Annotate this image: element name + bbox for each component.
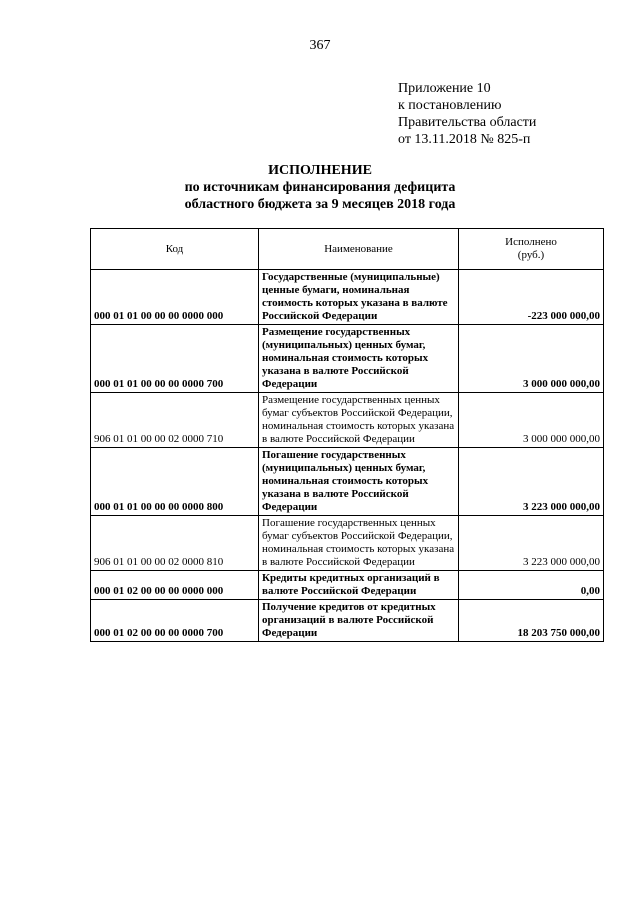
appendix-line: к постановлению — [398, 98, 502, 113]
table-row — [91, 600, 604, 642]
header-amount-line: Исполнено — [505, 236, 557, 248]
row-amount: 3 223 000 000,00 — [459, 516, 604, 571]
header-code: Код — [91, 229, 259, 270]
row-amount: 3 000 000 000,00 — [459, 325, 604, 393]
row-amount: -223 000 000,00 — [459, 270, 604, 325]
row-name: Кредиты кредитных организаций в валюте Российской Федерации — [259, 571, 459, 600]
row-amount: 18 203 750 000,00 — [459, 600, 604, 642]
row-name: Размещение государственных (муниципальных) ценных бумаг, номинальная стоимость которых указана в валюте Российской Федерации — [259, 325, 459, 393]
row-code: 000 01 01 00 00 00 0000 800 — [91, 448, 259, 516]
row-name: Погашение государственных ценных бумаг субъектов Российской Федерации, номинальная стоимость которых указана в валюте Российской Федерации — [259, 516, 459, 571]
row-name: Получение кредитов от кредитных организаций в валюте Российской Федерации — [259, 600, 459, 642]
row-code: 000 01 02 00 00 00 0000 000 — [91, 571, 259, 600]
appendix-reference — [398, 80, 536, 148]
table-row — [91, 393, 604, 448]
financing-sources-table — [90, 228, 604, 642]
appendix-line: Приложение 10 — [398, 81, 491, 96]
page-number: 367 — [309, 38, 331, 53]
row-name: Государственные (муниципальные) ценные бумаги, номинальная стоимость которых указана в валюте Российской Федерации — [259, 270, 459, 325]
row-amount: 3 000 000 000,00 — [459, 393, 604, 448]
row-code: 906 01 01 00 00 02 0000 710 — [91, 393, 259, 448]
title-line: по источникам финансирования дефицита — [184, 180, 456, 195]
title-line: областного бюджета за 9 месяцев 2018 года — [184, 197, 456, 212]
header-amount-line: (руб.) — [517, 249, 545, 261]
row-name: Погашение государственных (муниципальных) ценных бумаг, номинальная стоимость которых указана в валюте Российской Федерации — [259, 448, 459, 516]
row-code: 000 01 02 00 00 00 0000 700 — [91, 600, 259, 642]
document-title — [0, 162, 640, 213]
table-row — [91, 516, 604, 571]
table-row — [91, 448, 604, 516]
table-row — [91, 270, 604, 325]
row-name: Размещение государственных ценных бумаг субъектов Российской Федерации, номинальная стоимость которых указана в валюте Российской Федерации — [259, 393, 459, 448]
table-row — [91, 571, 604, 600]
header-name: Наименование — [259, 229, 459, 270]
title-line: ИСПОЛНЕНИЕ — [268, 163, 372, 178]
row-amount: 0,00 — [459, 571, 604, 600]
table-row — [91, 325, 604, 393]
table-header-row — [91, 229, 604, 270]
row-code: 000 01 01 00 00 00 0000 000 — [91, 270, 259, 325]
row-amount: 3 223 000 000,00 — [459, 448, 604, 516]
row-code: 000 01 01 00 00 00 0000 700 — [91, 325, 259, 393]
appendix-line: от 13.11.2018 № 825-п — [398, 132, 531, 147]
appendix-line: Правительства области — [398, 115, 537, 130]
row-code: 906 01 01 00 00 02 0000 810 — [91, 516, 259, 571]
header-amount — [459, 229, 604, 270]
